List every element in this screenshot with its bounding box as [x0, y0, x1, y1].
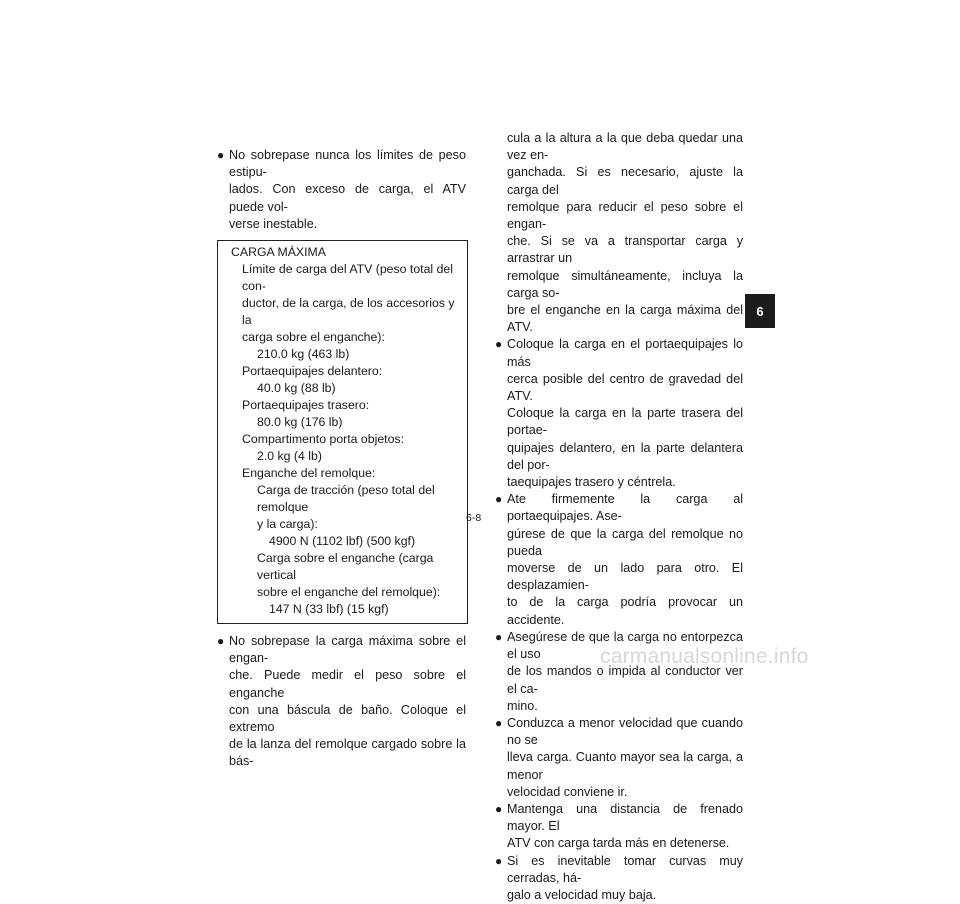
right-column	[495, 130, 743, 904]
text-line: Conduzca a menor velocidad que cuando no se	[507, 715, 743, 748]
text-line: che. Puede medir el peso sobre el enganche	[229, 668, 466, 700]
bullet-secure-load	[495, 491, 743, 629]
text-line: quipajes delantero, en la parte delantera del por-	[507, 440, 743, 472]
text-line: lleva carga. Cuanto mayor sea la carga, a menor	[507, 750, 743, 782]
spec-rear-rack-label: Portaequipajes trasero:	[242, 398, 370, 413]
text-line: gúrese de que la carga del remolque no pueda	[507, 526, 743, 558]
text-line: mino.	[507, 698, 538, 713]
bullet-weight-limits	[217, 147, 466, 233]
page-number: 6-8	[466, 512, 482, 524]
spec-storage-label: Compartimento porta objetos:	[242, 432, 404, 447]
spec-rear-rack-value: 80.0 kg (176 lb)	[257, 415, 343, 430]
chapter-tab-label: 6	[756, 303, 764, 319]
max-load-spec-box	[217, 240, 468, 624]
text-line: de los mandos o impida al conductor ver el ca-	[507, 664, 743, 696]
spec-storage-value: 2.0 kg (4 lb)	[257, 449, 322, 464]
spec-towing-label: Carga de tracción (peso total del remolque	[257, 483, 435, 515]
spec-front-rack-label: Portaequipajes delantero:	[242, 364, 383, 379]
spec-hitch-label: Enganche del remolque:	[242, 466, 376, 481]
spec-tongue-label: sobre el enganche del remolque):	[257, 585, 441, 600]
text-line: moverse de un lado para otro. El desplazamien-	[507, 561, 743, 593]
bullet-dot-icon: ●	[495, 801, 503, 816]
bullet-dot-icon: ●	[217, 148, 225, 162]
spec-towing-value: 4900 N (1102 lbf) (500 kgf)	[269, 534, 416, 549]
text-line: cerca posible del centro de gravedad del ATV.	[507, 371, 743, 404]
spec-limit-label: ductor, de la carga, de los accesorios y la	[242, 296, 455, 328]
bullet-braking-distance	[495, 801, 743, 853]
text-line: Asegúrese de que la carga no entorpezca el uso	[507, 629, 743, 662]
bullet-dot-icon: ●	[217, 634, 225, 649]
text-line: No sobrepase la carga máxima sobre el engan-	[229, 634, 466, 666]
text-line: verse inestable.	[229, 216, 318, 231]
spec-tongue-value: 147 N (33 lbf) (15 kgf)	[269, 602, 389, 617]
text-line: cula a la altura a la que deba quedar una vez en-	[507, 131, 743, 163]
spec-front-rack-value: 40.0 kg (88 lb)	[257, 381, 336, 396]
text-line: to de la carga podría provocar un accidente.	[507, 595, 743, 627]
spec-limit-label: Límite de carga del ATV (peso total del con-	[242, 262, 453, 294]
text-line: velocidad conviene ir.	[507, 784, 628, 799]
text-line: No sobrepase nunca los límites de peso estipu-	[229, 148, 466, 180]
bullet-reduce-speed	[495, 715, 743, 801]
chapter-tab	[745, 294, 775, 328]
bullet-sharp-turns	[495, 853, 743, 904]
text-line: de la lanza del remolque cargado sobre la bás-	[229, 737, 466, 769]
bullet-controls-visibility	[495, 629, 743, 715]
bullet-dot-icon: ●	[495, 853, 503, 868]
bullet-dot-icon: ●	[495, 492, 503, 507]
text-line: remolque simultáneamente, incluya la carga so-	[507, 268, 743, 300]
text-line: bre el enganche en la carga máxima del ATV.	[507, 303, 743, 335]
bullet-hitch-load	[217, 633, 466, 771]
text-line: con una báscula de baño. Coloque el extremo	[229, 702, 466, 735]
text-line: galo a velocidad muy baja.	[507, 887, 657, 902]
spec-towing-label: y la carga):	[257, 517, 318, 532]
text-line: ATV con carga tarda más en detenerse.	[507, 836, 730, 851]
bullet-dot-icon: ●	[495, 715, 503, 730]
text-line: ganchada. Si es necesario, ajuste la carga del	[507, 165, 743, 197]
text-line: remolque para reducir el peso sobre el engan-	[507, 199, 743, 232]
watermark: carmanualsonline.info	[600, 645, 809, 668]
spec-limit-label: carga sobre el enganche):	[242, 330, 385, 345]
spec-tongue-label: Carga sobre el enganche (carga vertical	[257, 551, 434, 583]
text-line: Si es inevitable tomar curvas muy cerradas, há-	[507, 853, 743, 885]
continuation-paragraph	[495, 130, 743, 336]
bullet-dot-icon: ●	[495, 337, 503, 352]
text-line: che. Si se va a transportar carga y arrastrar un	[507, 234, 743, 266]
left-column	[217, 147, 466, 771]
spec-limit-value: 210.0 kg (463 lb)	[257, 347, 350, 362]
text-line: Ate firmemente la carga al portaequipajes. Ase-	[507, 492, 743, 524]
text-line: Mantenga una distancia de frenado mayor. El	[507, 801, 743, 834]
bullet-dot-icon: ●	[495, 629, 503, 644]
text-line: lados. Con exceso de carga, el ATV puede vol-	[229, 182, 466, 214]
bullet-center-of-gravity	[495, 336, 743, 491]
text-line: taequipajes trasero y céntrela.	[507, 475, 676, 490]
text-line: Coloque la carga en el portaequipajes lo más	[507, 337, 743, 369]
text-line: Coloque la carga en la parte trasera del portae-	[507, 406, 743, 438]
spec-title: CARGA MÁXIMA	[231, 245, 326, 260]
